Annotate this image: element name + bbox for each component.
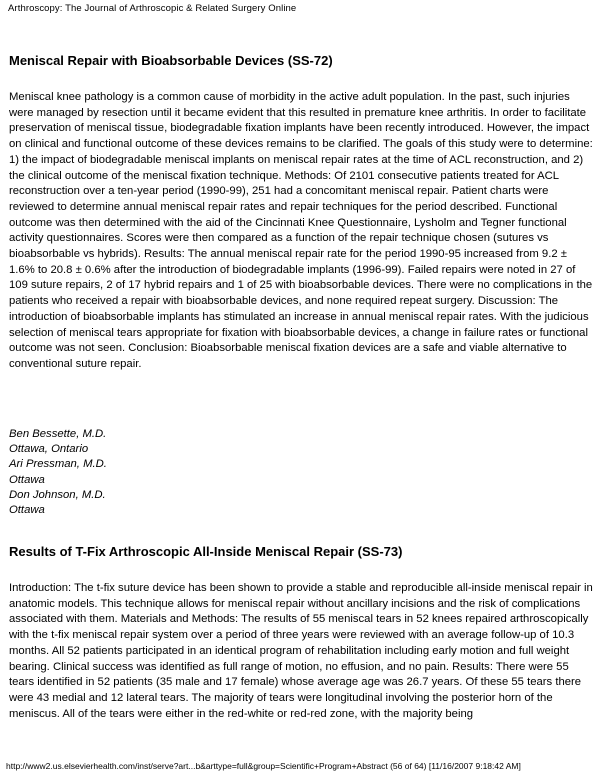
article-abstract: Meniscal knee pathology is a common cause of morbidity in the active adult population. In the past, such injuries were managed by resection until it became evident that this resulted in premature knee arthritis. In order to facilitate preservation of meniscal tissue, biodegradable fixation implants have been recently introduced. However, the impact on clinical and functional outcome of these devices remains to be clarified. The goals of this study were to determine: 1) the impact of biodegradable meniscal implants on meniscal repair rates at the time of ACL reconstruction, and 2) the clinical outcome of the meniscal fixation technique. Methods: Of 2101 consecutive patients treated for ACL reconstruction over a ten-year period (1990-99), 251 had a concomitant meniscal repair. Patient charts were reviewed to determine annual meniscal repair rates and repair techniques for the period described. Functional outcome was then determined with the aid of the Cincinnati Knee Questionnaire, Lysholm and Tegner functional activity questionnaires. Scores were then compared as a function of the repair technique chosen (sutures vs bioabsorbable vs hybrids). Results: The annual meniscal repair rate for the period 1990-95 increased from 9.2 ± 1.6% to 20.8 ± 0.6% after the introduction of biodegradable implants (1996-99). Failed repairs were noted in 27 of 109 suture repairs, 2 of 17 hybrid repairs and 1 of 25 with bioabsorbable devices. There were no complications in the patients who received a repair with bioabsorbable devices, and none required repeat surgery. Discussion: The introduction of bioabsorbable implants has stimulated an increase in annual meniscal repair rates. With the judicious selection of meniscal tears appropriate for fixation with bioabsorbable devices, a change in failure rates or functional outcome was not seen. Conclusion: Bioabsorbable meniscal fixation devices are a safe and viable alternative to conventional suture repair. bbox=[9, 91, 593, 370]
article-title: Results of T-Fix Arthroscopic All-Inside Meniscal Repair (SS-73) bbox=[9, 544, 403, 559]
article-abstract: Introduction: The t-fix suture device has been shown to provide a stable and reproducible all-inside meniscal repair in anatomic models. This technique allows for meniscal repair without ancillary incisions and the risk of complications associated with them. Materials and Methods: The results of 55 meniscal tears in 52 knees repaired arthroscopically with the t-fix meniscal repair system over a period of three years were reviewed with an average follow-up of 10.3 months. All 52 patients participated in an identical program of rehabilitation including early motion and full weight bearing. Clinical success was identified as full range of motion, no effusion, and no pain. Results: There were 55 tears identified in 52 patients (35 male and 17 female) whose average age was 26.7 years. Of these 55 tears there were 43 medial and 12 lateral tears. The majority of tears were longitudinal involving the posterior horn of the meniscus. All of the tears were either in the red-white or red-red zone, with the majority being bbox=[9, 582, 593, 720]
page-url-footer: http://www2.us.elsevierhealth.com/inst/serve?art...b&arttype=full&group=Scientific+Program+Abstract (56 of 64) [11/16/2007 9:18:42 AM] bbox=[6, 761, 521, 771]
author-list bbox=[9, 427, 107, 518]
author-name: Don Johnson, M.D. bbox=[9, 488, 106, 501]
author-affiliation: Ottawa, Ontario bbox=[9, 443, 89, 456]
author-name: Ben Bessette, M.D. bbox=[9, 428, 107, 440]
article-title: Meniscal Repair with Bioabsorbable Devices (SS-72) bbox=[9, 53, 333, 68]
author-name: Ari Pressman, M.D. bbox=[9, 458, 107, 471]
author-affiliation: Ottawa bbox=[9, 504, 45, 517]
author-affiliation: Ottawa bbox=[9, 473, 45, 486]
running-header: Arthroscopy: The Journal of Arthroscopic & Related Surgery Online bbox=[8, 3, 297, 14]
